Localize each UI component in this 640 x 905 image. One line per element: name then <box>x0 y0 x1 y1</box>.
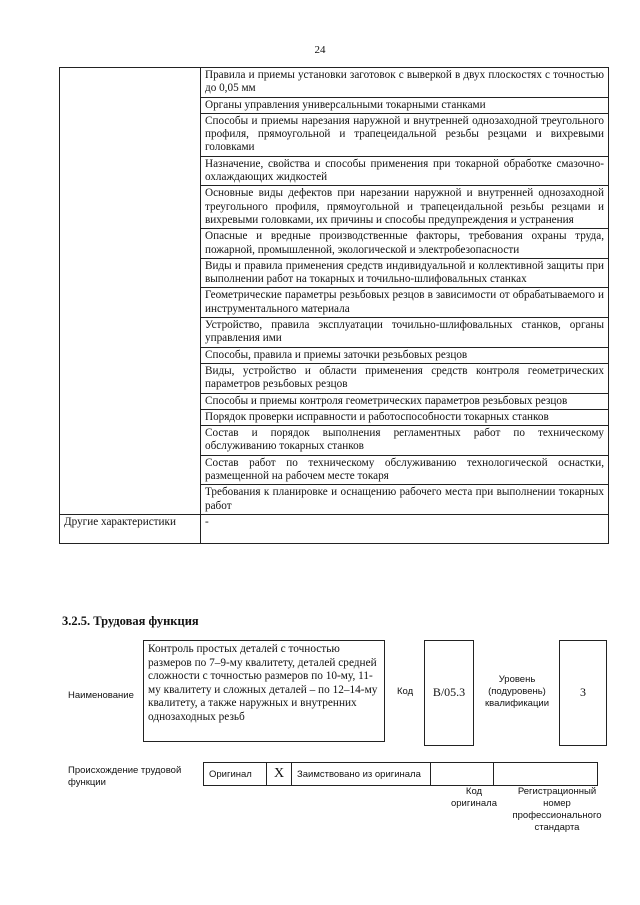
knowledge-item: Назначение, свойства и способы применения при токарной обработке смазочно-охлаждающих жидкостей <box>201 156 609 186</box>
label-cell <box>60 68 201 98</box>
code-label: Код <box>397 686 414 697</box>
knowledge-item: Основные виды дефектов при нарезании наружной и внутренней однозаходной треугольного профиля, прямоугольной и трапецеидальной резьбы резцами и вихревыми головками, их причины и способы предупреждения и устранения <box>201 186 609 229</box>
label-cell <box>60 455 201 485</box>
knowledge-table <box>59 67 609 544</box>
function-name: Контроль простых деталей с точностью размеров по 7–9-му квалитету, деталей средней сложности с точностью размеров по 10-му, 11-му квалитету и сложных деталей – по 12–14-му квалитету, а также наружных и внутренних однозаходных резьб <box>143 640 385 742</box>
label-cell <box>60 229 201 259</box>
knowledge-item: Виды и правила применения средств индивидуальной и коллективной защиты при выполнении работ на токарных и точильно-шлифовальных станках <box>201 258 609 288</box>
origin-label: Происхождение трудовой функции <box>68 765 182 788</box>
label-cell <box>60 426 201 456</box>
label-cell <box>60 318 201 348</box>
knowledge-item: Правила и приемы установки заготовок с выверкой в двух плоскостях с точностью до 0,05 мм <box>201 68 609 98</box>
label-cell <box>60 288 201 318</box>
original-mark: X <box>267 763 292 786</box>
reg-number-caption: Регистрационный номер профессионального стандарта <box>512 786 602 833</box>
knowledge-item: Состав работ по техническому обслуживанию технологической оснастки, размещенной на рабочем месте токаря <box>201 455 609 485</box>
original-code-caption: Код оригинала <box>450 786 497 809</box>
origin-table <box>203 762 598 786</box>
other-row <box>60 514 609 543</box>
qualification-level: 3 <box>559 640 607 746</box>
knowledge-item: Порядок проверки исправности и работоспособности токарных станков <box>201 409 609 425</box>
knowledge-item: Устройство, правила эксплуатации точильно-шлифовальных станков, органы управления ими <box>201 318 609 348</box>
label-cell <box>60 347 201 363</box>
other-label: Другие характеристики <box>60 514 201 543</box>
label-cell <box>60 97 201 113</box>
label-cell <box>60 113 201 156</box>
knowledge-item: Требования к планировке и оснащению рабочего места при выполнении токарных работ <box>201 485 609 515</box>
page-number: 24 <box>314 44 326 56</box>
label-cell <box>60 156 201 186</box>
knowledge-item: Способы и приемы нарезания наружной и внутренней однозаходной треугольного профиля, прямоугольной и трапецеидальной резьбы резцами и вихревыми головками <box>201 113 609 156</box>
knowledge-item: Виды, устройство и области применения средств контроля геометрических параметров резьбовых резцов <box>201 363 609 393</box>
original-code-cell <box>431 763 494 786</box>
label-cell <box>60 186 201 229</box>
knowledge-item: Способы, правила и приемы заточки резьбовых резцов <box>201 347 609 363</box>
reg-number-cell <box>494 763 598 786</box>
knowledge-item: Способы и приемы контроля геометрических параметров резьбовых резцов <box>201 393 609 409</box>
function-code: B/05.3 <box>424 640 474 746</box>
knowledge-item: Состав и порядок выполнения регламентных работ по техническому обслуживанию токарных станков <box>201 426 609 456</box>
label-cell <box>60 409 201 425</box>
label-cell <box>60 485 201 515</box>
section-title: 3.2.5. Трудовая функция <box>62 614 199 628</box>
other-value: - <box>201 514 609 543</box>
level-label: Уровень (подуровень) квалификации <box>484 674 550 709</box>
borrowed-label: Заимствовано из оригинала <box>292 763 431 786</box>
original-label: Оригинал <box>204 763 267 786</box>
label-cell <box>60 363 201 393</box>
knowledge-item: Геометрические параметры резьбовых резцов в зависимости от обрабатываемого и инструментального материала <box>201 288 609 318</box>
knowledge-item: Органы управления универсальными токарными станками <box>201 97 609 113</box>
knowledge-item: Опасные и вредные производственные факторы, требования охраны труда, пожарной, промышленной, экологической и электробезопасности <box>201 229 609 259</box>
label-cell <box>60 258 201 288</box>
label-cell <box>60 393 201 409</box>
name-label: Наименование <box>68 690 134 701</box>
